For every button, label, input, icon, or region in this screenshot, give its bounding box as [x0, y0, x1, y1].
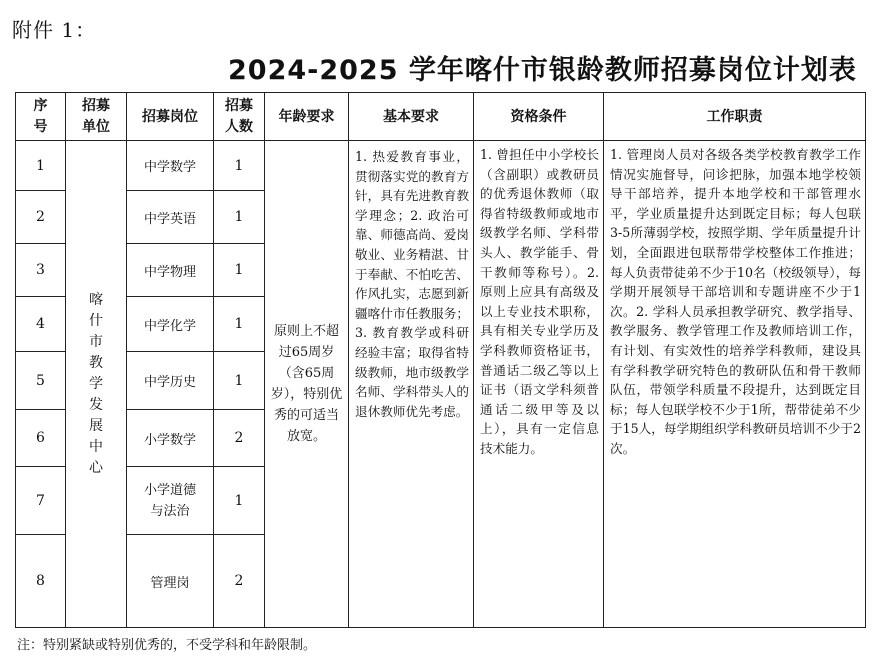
header-duty: 工作职责	[604, 93, 866, 141]
header-qualification: 资格条件	[474, 93, 604, 141]
header-age: 年龄要求	[265, 93, 349, 141]
row-seq: 6	[16, 410, 66, 467]
row-count: 2	[214, 410, 265, 467]
row-count: 1	[214, 141, 265, 191]
row-seq: 7	[16, 467, 66, 535]
row-seq: 5	[16, 352, 66, 410]
row-count: 1	[214, 297, 265, 352]
row-count: 1	[214, 191, 265, 244]
annex-label: 附件 1：	[12, 18, 97, 42]
duties: 1. 管理岗人员对各级各类学校教育教学工作情况实施督导，问诊把脉，加强本地学校领导干部培养，提升本地学校和干部管理水平，学业质量提升达到既定目标；每人包联3-5所薄弱学校，按照学期、学年质量提升计划，全面跟进包联帮带学校整体工作推进；每人负责带徒弟不少于10名（校级领导），每学期开展领导干部培训和专题讲座不少于1次。2. 学科人员承担教学研究、教学指导、教学服务、教学管理工作及教师培训工作，有计划、有实效性的培养学科教师，建设具有学科教学研究特色的教研队伍和骨干教师队伍，带领学科质量不段提升，达到既定目标；每人包联学校不少于1所，帮带徒弟不少于15人，每学期组织学科教研员培训不少于2次。	[610, 147, 861, 456]
page-title: 2024-2025 学年喀什市银龄教师招募岗位计划表	[228, 55, 857, 86]
row-position: 中学历史	[127, 352, 214, 410]
header-basic: 基本要求	[349, 93, 474, 141]
unit-cell	[66, 141, 127, 628]
recruitment-plan-table	[15, 92, 866, 628]
row-position: 中学数学	[127, 141, 214, 191]
header-position: 招募岗位	[127, 93, 214, 141]
row-count: 1	[214, 352, 265, 410]
row-seq: 2	[16, 191, 66, 244]
unit-name: 喀什市教学发展中心	[89, 291, 103, 476]
row-position: 中学化学	[127, 297, 214, 352]
header-count: 招募人数	[214, 93, 265, 141]
table-header-row	[16, 93, 866, 141]
row-seq: 1	[16, 141, 66, 191]
row-seq: 3	[16, 244, 66, 297]
qualifications: 1. 曾担任中小学校长（含副职）或教研员的优秀退休教师（取得省特级教师或地市级教学名师、学科带头人、教学能手、骨干教师等称号）。2. 原则上应具有高级及以上专业技术职称，具有相关专业学历及学科教师资格证书，普通话二级乙等以上证书（语文学科须普通话二级甲等及以上），具有一定信息技术能力。	[480, 147, 599, 456]
age-cell	[265, 141, 349, 628]
basic-requirements: 1. 热爱教育事业，贯彻落实党的教育方针，具有先进教育教学理念；2. 政治可靠、师德高尚、爱岗敬业、业务精湛、甘于奉献、不怕吃苦、作风扎实，志愿到新疆喀什市任教服务；3. 教育教学或科研经验丰富；取得省特级教师，地市级教学名师、学科带头人的退休教师优先考虑。	[355, 149, 469, 419]
row-position: 中学物理	[127, 244, 214, 297]
basic-cell	[349, 141, 474, 628]
qualification-cell	[474, 141, 604, 628]
row-position: 中学英语	[127, 191, 214, 244]
row-position: 小学数学	[127, 410, 214, 467]
table-row	[16, 141, 866, 191]
header-seq: 序号	[16, 93, 66, 141]
row-seq: 8	[16, 535, 66, 628]
row-position: 小学道德与法治	[127, 467, 214, 535]
row-position: 管理岗	[127, 535, 214, 628]
row-count: 1	[214, 244, 265, 297]
row-count: 2	[214, 535, 265, 628]
row-count: 1	[214, 467, 265, 535]
duty-cell	[604, 141, 866, 628]
age-requirement: 原则上不超过65周岁（含65周岁），特别优秀的可适当放宽。	[270, 324, 343, 444]
footnote: 注：特别紧缺或特别优秀的，不受学科和年龄限制。	[17, 638, 317, 653]
row-seq: 4	[16, 297, 66, 352]
header-unit: 招募单位	[66, 93, 127, 141]
